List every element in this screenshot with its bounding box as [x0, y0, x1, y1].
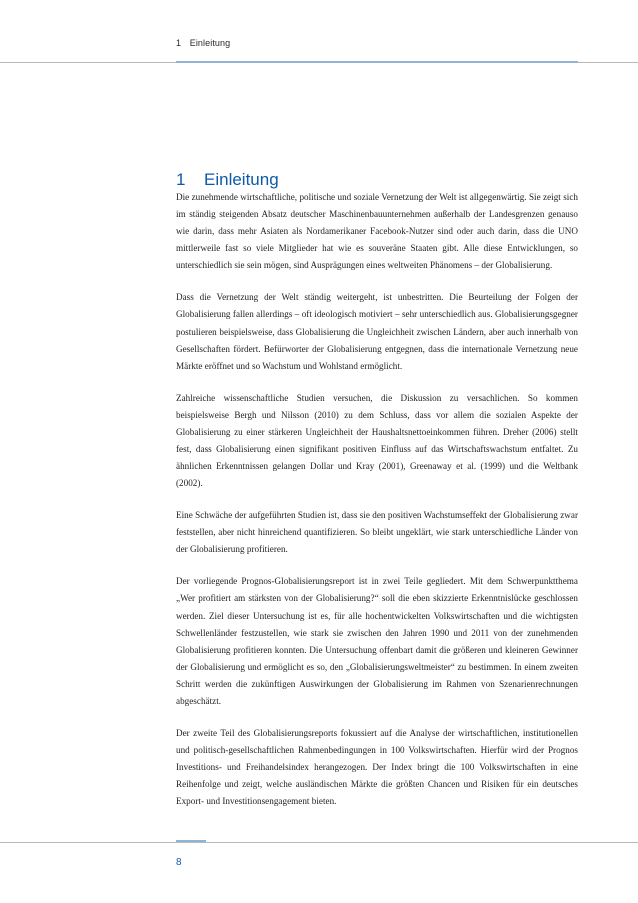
header-rule-accent: [176, 61, 578, 63]
running-head-number: 1: [176, 38, 182, 48]
chapter-number: 1: [176, 170, 186, 190]
chapter-title: Einleitung: [204, 170, 279, 190]
chapter-heading: [176, 170, 279, 190]
footer-rule-accent: [176, 840, 206, 842]
running-head-title: Einleitung: [189, 38, 231, 48]
running-head: [176, 38, 230, 48]
paragraph-3: Zahlreiche wissenschaftliche Studien versuchen, die Diskussion zu versachlichen. So kommen beispielsweise Bergh und Nilsson (2010) zu dem Schluss, dass vor allem die sozialen Aspekte der Globalisierung zu einer stärkeren Ungleichheit der Haushaltsnettoeinkommen führen. Dreher (2006) stellt fest, dass Globalisierung einen signifikant positiven Einfluss auf das Wirtschaftswachstum entfaltet. Zu ähnlichen Erkenntnissen gelangen Dollar und Kray (2001), Greenaway et al. (1999) und die Weltbank (2002).: [176, 392, 578, 489]
paragraph-5: Der vorliegende Prognos-Globalisierungsreport ist in zwei Teile gegliedert. Mit dem Schwerpunktthema „Wer profitiert am stärksten von der Globalisierung?“ soll die eben skizzierte Erkenntnislücke geschlossen werden. Ziel dieser Untersuchung ist es, für alle hochentwickelten Volkswirtschaften und die wichtigsten Schwellenländer festzustellen, wie stark sie zwischen den Jahren 1990 und 2011 von der zunehmenden Globalisierung profitieren konnten. Die Untersuchung offenbart damit die größeren und kleineren Gewinner der Globalisierung und ermöglicht es so, den „Globalisierungsweltmeister“ zu bestimmen. In einem zweiten Schritt werden die zukünftigen Auswirkungen der Globalisierung im Rahmen von Szenarienrechnungen abgeschätzt.: [176, 576, 578, 706]
paragraph-1: Die zunehmende wirtschaftliche, politische und soziale Vernetzung der Welt ist allgegenwärtig. Sie zeigt sich im ständig steigenden Absatz deutscher Maschinenbauunternehmen außerhalb der Landesgrenzen genauso wie darin, dass mehr Asiaten als Nordamerikaner Facebook-Nutzer sind oder auch darin, dass die UNO mittlerweile fast so viele Mitglieder hat wie es souveräne Staaten gibt. Alle diese Entwicklungen, so unterschiedlich sie sein mögen, sind Ausprägungen eines weltweiten Phänomens – der Globalisierung.: [176, 192, 578, 271]
paragraph-4: Eine Schwäche der aufgeführten Studien ist, dass sie den positiven Wachstumseffekt der Globalisierung zwar feststellen, aber nicht hinreichend quantifizieren. So bleibt ungeklärt, wie stark unterschiedliche Länder von der Globalisierung profitieren.: [176, 510, 578, 555]
page-number: 8: [176, 857, 182, 868]
paragraph-2: Dass die Vernetzung der Welt ständig weitergeht, ist unbestritten. Die Beurteilung der Folgen der Globalisierung fallen allerdings – oft ideologisch motiviert – sehr unterschiedlich aus. Globalisierungsgegner postulieren beispielsweise, dass Globalisierung die Ungleichheit zwischen Ländern, aber auch innerhalb von Gesellschaften fördert. Befürworter der Globalisierung entgegnen, dass die internationale Vernetzung neue Märkte eröffnet und so Wachstum und Wohlstand ermöglicht.: [176, 292, 578, 371]
body-text: [176, 189, 578, 825]
footer-rule: [0, 842, 638, 843]
paragraph-6: Der zweite Teil des Globalisierungsreports fokussiert auf die Analyse der wirtschaftlichen, institutionellen und politisch-gesellschaftlichen Rahmenbedingungen in 100 Volkswirtschaften. Hierfür wird der Prognos Investitions- und Freihandelsindex herangezogen. Der Index bringt die 100 Volkswirtschaften in eine Reihenfolge und zeigt, welche ausländischen Märkte die größten Chancen und Risiken für ein deutsches Export- und Investitionsengagement bieten.: [176, 727, 578, 807]
